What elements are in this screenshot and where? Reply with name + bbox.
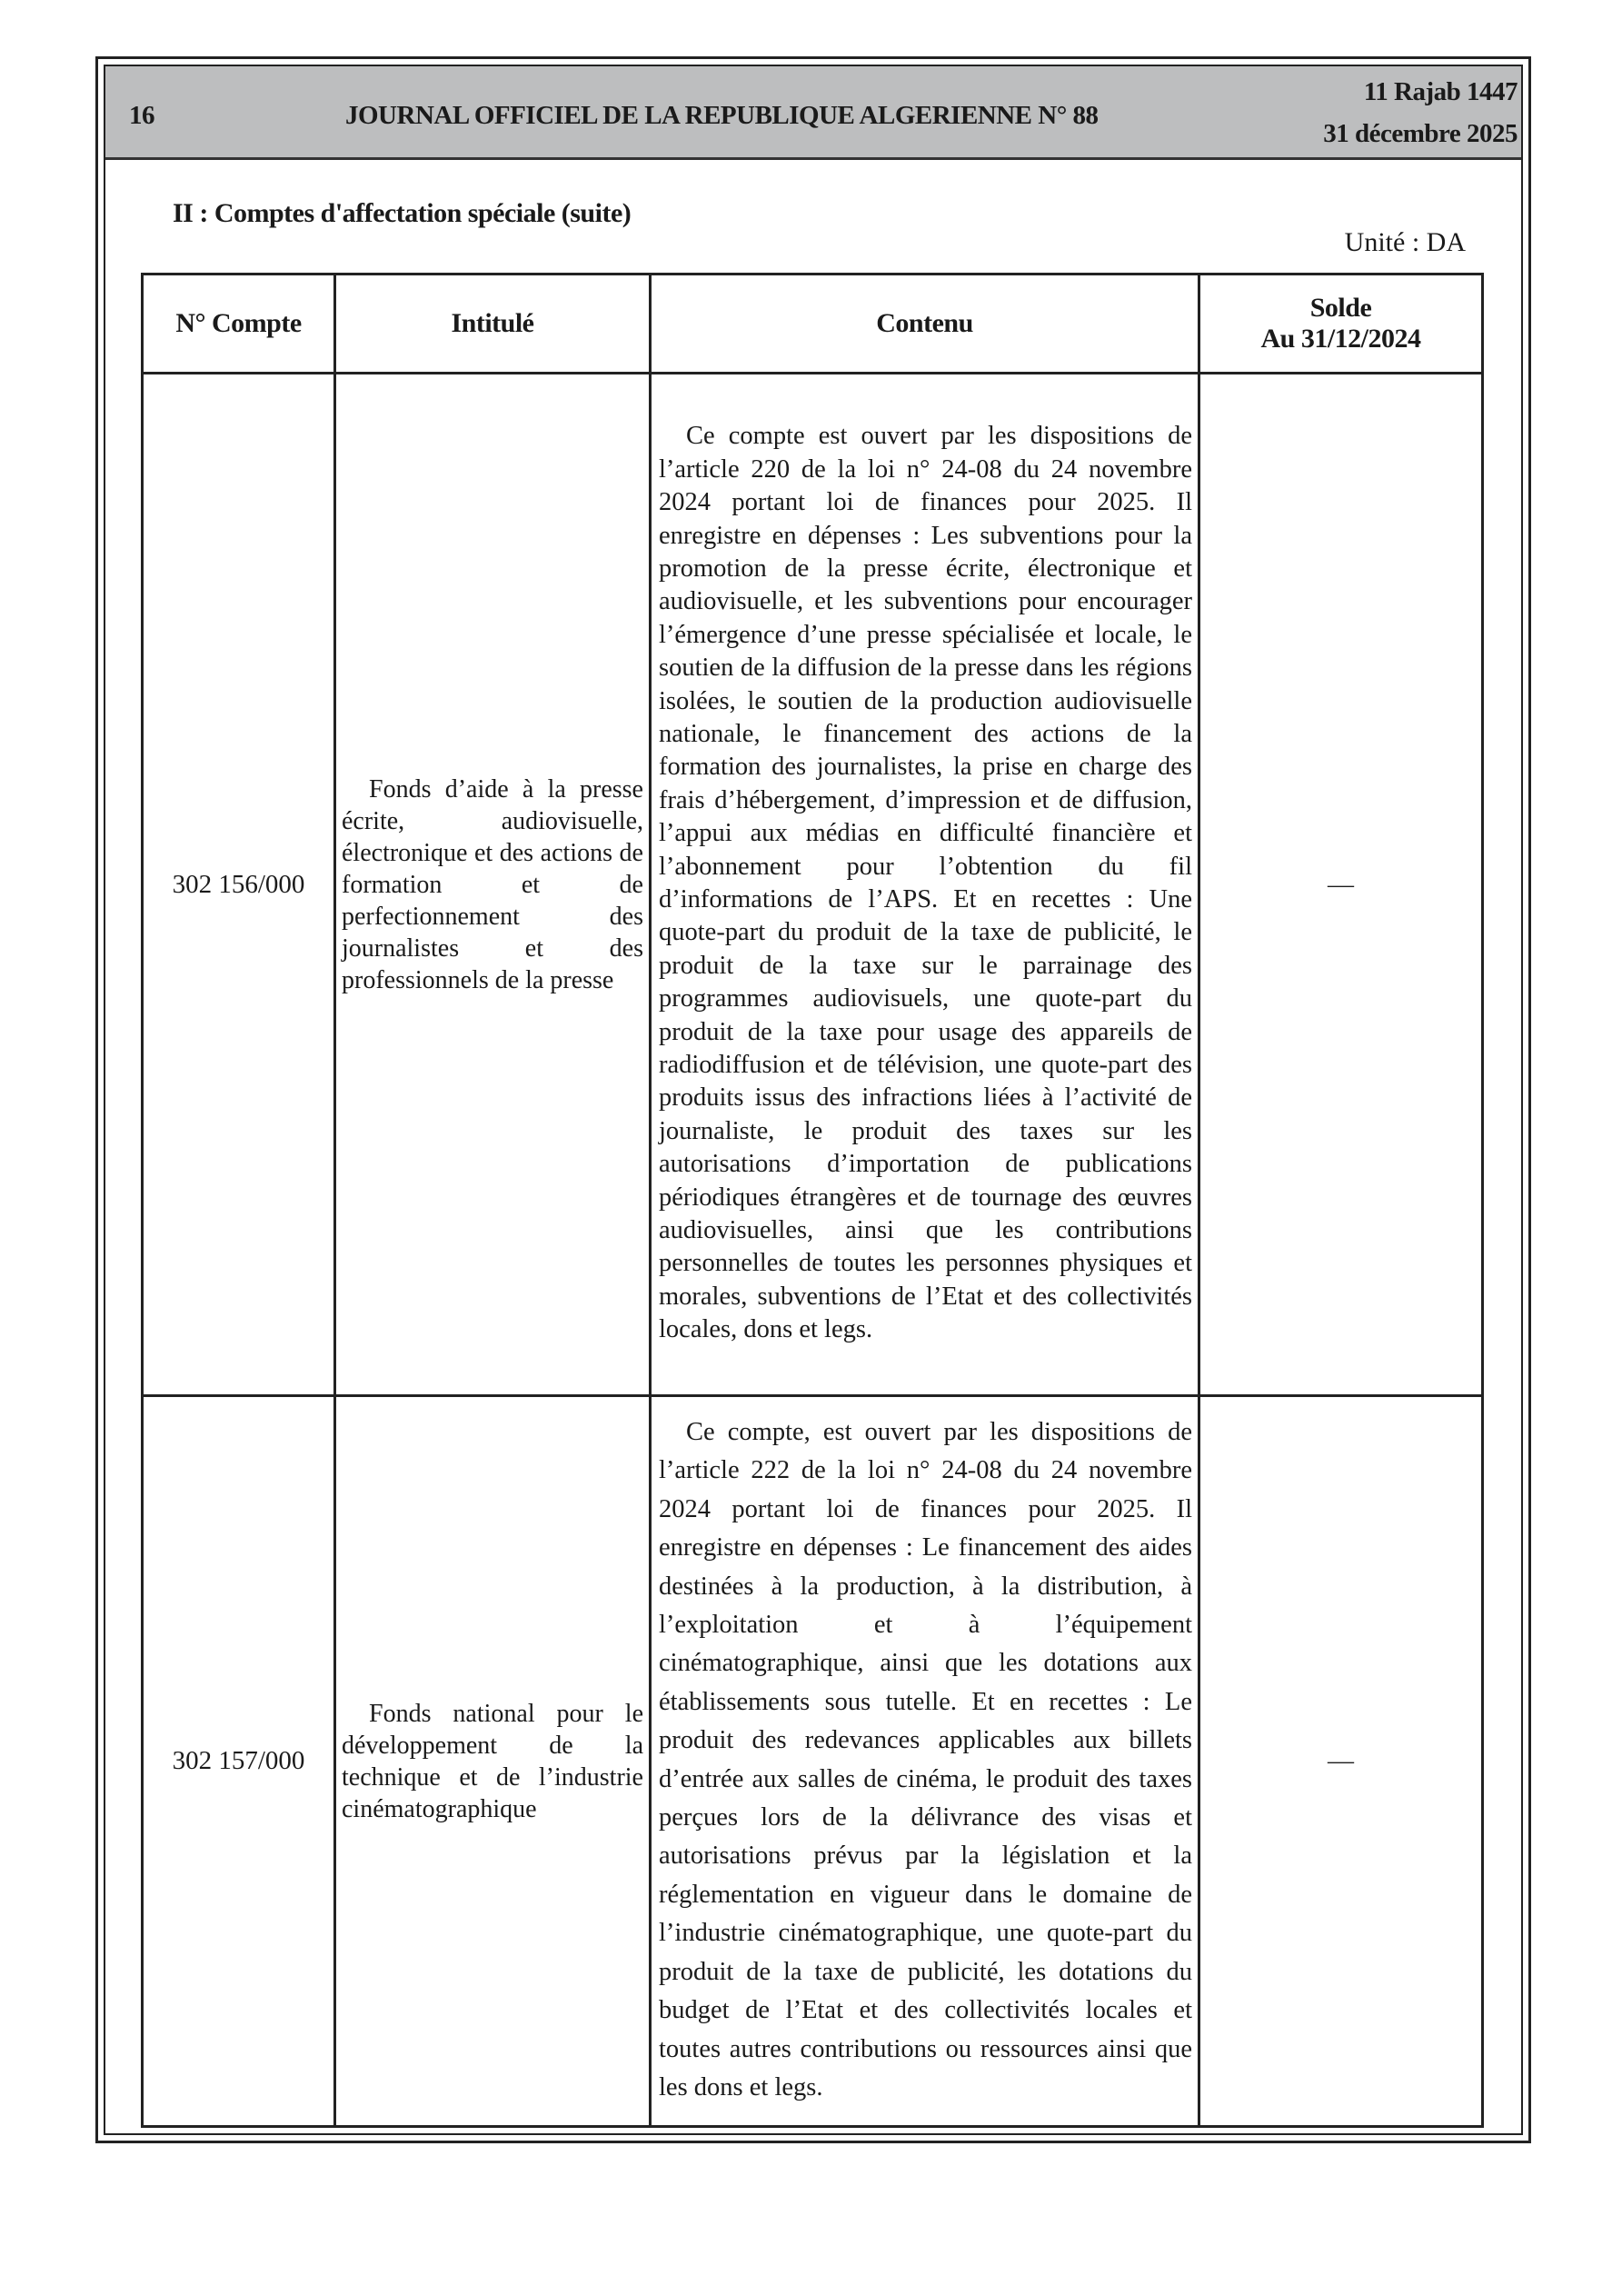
accounts-table	[141, 273, 1484, 2128]
column-header-title: Intitulé	[335, 275, 651, 374]
unit-label: Unité : DA	[1344, 227, 1466, 257]
column-header-account: N° Compte	[143, 275, 335, 374]
account-number: 302 157/000	[143, 1396, 335, 2127]
journal-header	[105, 66, 1521, 160]
account-content: Ce compte, est ouvert par les dispositions de l’article 222 de la loi n° 24-08 du 24 novembre 2024 portant loi de finances pour 2025. Il enregistre en dépenses : Le financement des aides destinées à la production, à la distribution, à l’exploitation et à l’équipement cinématographique, ainsi que les dotations aux établissements sous tutelle. Et en recettes : Le produit des redevances applicables aux billets d’entrée aux salles de cinéma, le produit des taxes perçues lors de la délivrance des visas et autorisations prévus par la législation et la réglementation en vigueur dans le domaine de l’industrie cinématographique, une quote-part du produit de la taxe de publicité, les dotations du budget de l’Etat et des collectivités locales et toutes autres contributions ou ressources ainsi que les dons et legs.	[651, 1396, 1199, 2127]
gregorian-date: 31 décembre 2025	[1323, 119, 1518, 148]
account-title: Fonds d’aide à la presse écrite, audiovisuelle, électronique et des actions de formation et de perfectionnement des journalistes et des professionnels de la presse	[335, 374, 651, 1396]
table-row	[143, 1396, 1483, 2127]
table-header-row	[143, 275, 1483, 374]
journal-title: JOURNAL OFFICIEL DE LA REPUBLIQUE ALGERIENNE N° 88	[345, 101, 1099, 130]
account-balance: —	[1199, 374, 1483, 1396]
hijri-date: 11 Rajab 1447	[1363, 77, 1518, 106]
balance-label: Solde	[1309, 293, 1372, 323]
section-title: II : Comptes d'affectation spéciale (suite)	[173, 198, 632, 228]
column-header-balance	[1199, 275, 1483, 374]
account-balance: —	[1199, 1396, 1483, 2127]
balance-date: Au 31/12/2024	[1260, 324, 1421, 354]
account-content: Ce compte est ouvert par les dispositions de l’article 220 de la loi n° 24-08 du 24 novembre 2024 portant loi de finances pour 2025. Il enregistre en dépenses : Les subventions pour la promotion de la presse écrite, électronique et audiovisuelle, et les subventions pour encourager l’émergence d’une presse spécialisée et locale, le soutien de la diffusion de la presse dans les régions isolées, le soutien de la production audiovisuelle nationale, le financement des actions de la formation des journalistes, la prise en charge des frais d’hébergement, d’impression et de diffusion, l’appui aux médias en difficulté financière et l’abonnement pour l’obtention du fil d’informations de l’APS. Et en recettes : Une quote-part du produit de la taxe de publicité, le produit de la taxe sur le parrainage des programmes audiovisuels, une quote-part du produit de la taxe pour usage des appareils de radiodiffusion et de télévision, une quote-part des produits issus des infractions liées à l’activité de journaliste, le produit des taxes sur les autorisations d’importation de publications périodiques étrangères et de tournage des œuvres audiovisuelles, ainsi que les contributions personnelles de toutes les personnes physiques et morales, subventions de l’Etat et des collectivités locales, dons et legs.	[651, 374, 1199, 1396]
account-number: 302 156/000	[143, 374, 335, 1396]
column-header-content: Contenu	[651, 275, 1199, 374]
table-row	[143, 374, 1483, 1396]
page-number: 16	[129, 101, 154, 130]
account-title: Fonds national pour le développement de la technique et de l’industrie cinématographique	[335, 1396, 651, 2127]
